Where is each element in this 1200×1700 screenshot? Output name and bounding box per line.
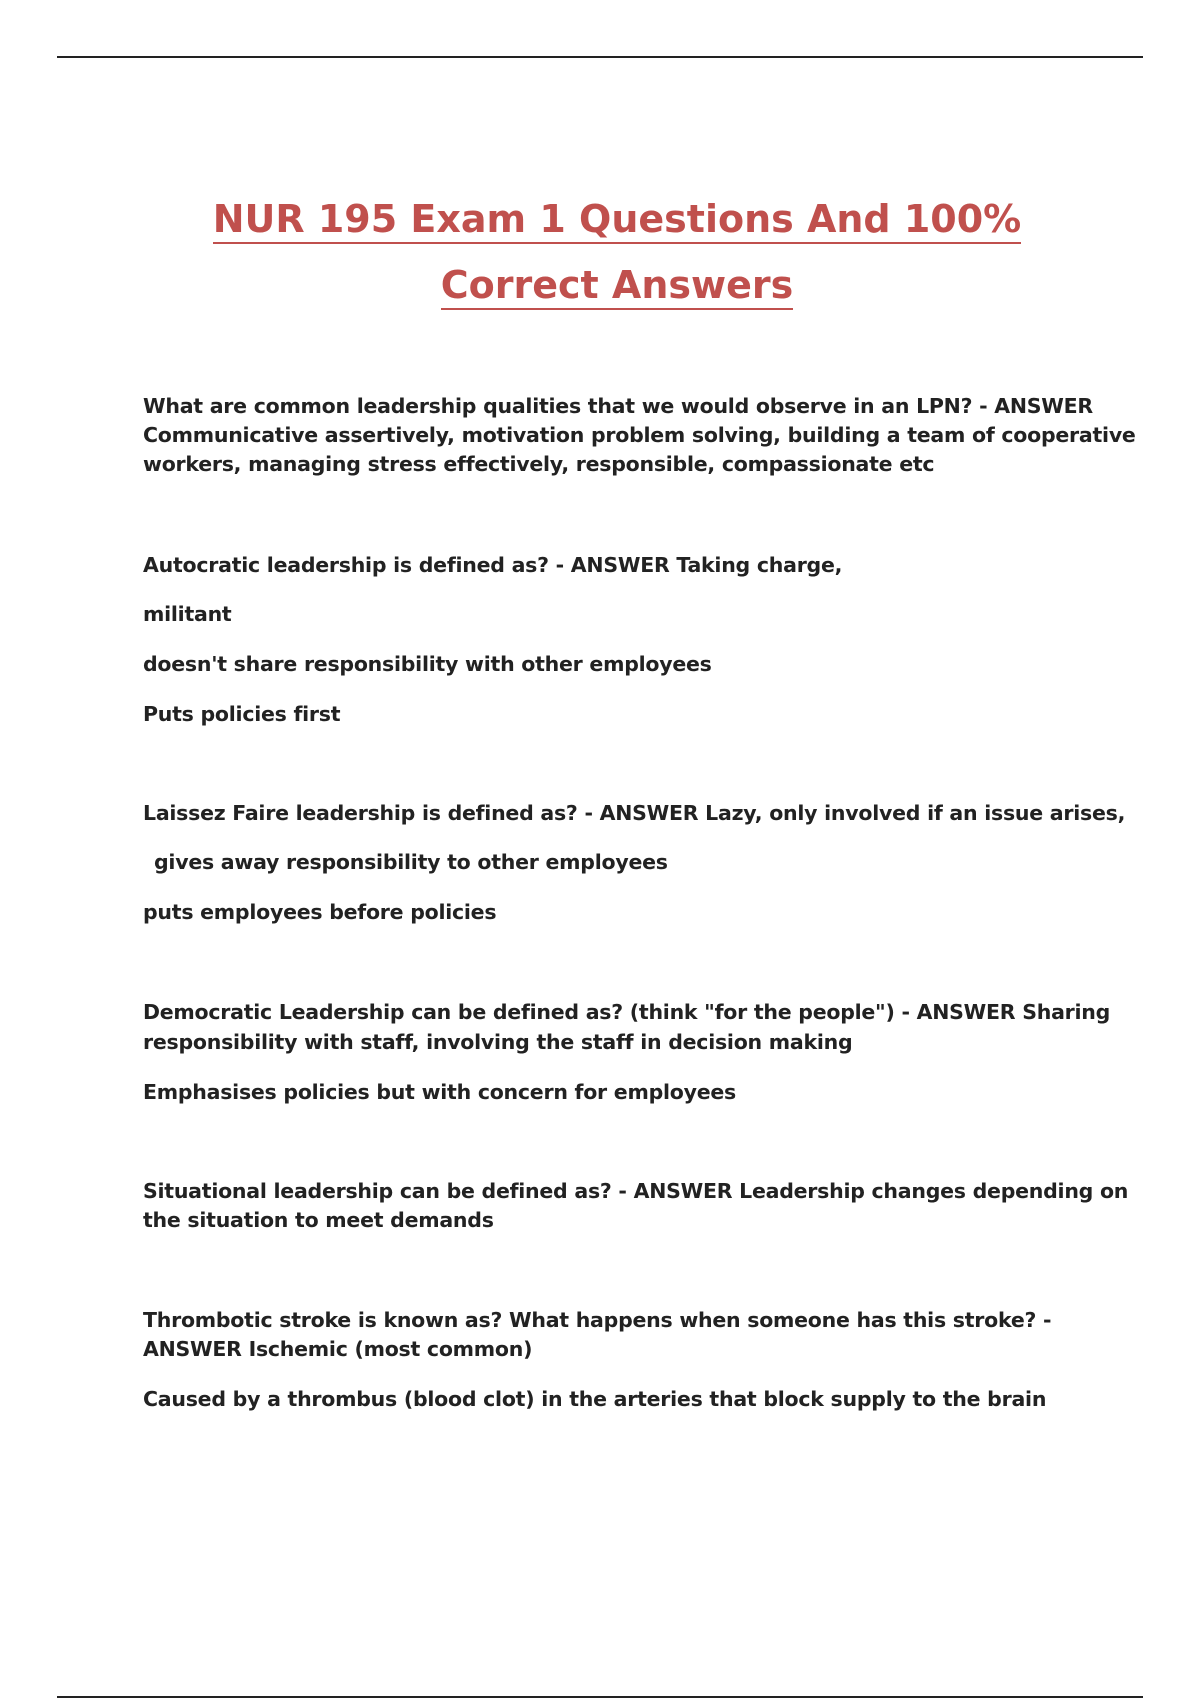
qa-1-line-2: Communicative assertively, motivation problem solving, building a team of cooperative: [143, 423, 1136, 447]
qa-1-line-1: What are common leadership qualities that we would observe in an LPN? - ANSWER: [143, 394, 1093, 418]
qa-2-line-2: militant: [143, 602, 232, 626]
qa-3-line-3: puts employees before policies: [143, 900, 497, 924]
qa-6-line-2: ANSWER Ischemic (most common): [143, 1337, 533, 1361]
qa-2-line-1: Autocratic leadership is defined as? - ANSWER Taking charge,: [143, 553, 843, 577]
qa-4-line-2: responsibility with staff, involving the staff in decision making: [143, 1030, 853, 1054]
qa-4-line-1: Democratic Leadership can be defined as? (think "for the people") - ANSWER Sharing: [143, 1000, 1111, 1024]
qa-5-line-1: Situational leadership can be defined as? - ANSWER Leadership changes depending on: [143, 1179, 1129, 1203]
qa-1-line-3: workers, managing stress effectively, responsible, compassionate etc: [143, 452, 935, 476]
qa-6-line-1: Thrombotic stroke is known as? What happens when someone has this stroke? -: [143, 1308, 1052, 1332]
header-rule: [57, 56, 1143, 58]
title-line-2: Correct Answers: [441, 262, 793, 310]
page-title: [0, 196, 1200, 310]
qa-2-line-4: Puts policies first: [143, 702, 341, 726]
footer-rule: [57, 1696, 1143, 1698]
qa-5-line-2: the situation to meet demands: [143, 1208, 494, 1232]
qa-6-line-3: Caused by a thrombus (blood clot) in the arteries that block supply to the brain: [143, 1387, 1047, 1411]
qa-4-line-3: Emphasises policies but with concern for employees: [143, 1080, 736, 1104]
qa-3-line-1: Laissez Faire leadership is defined as? - ANSWER Lazy, only involved if an issue arises,: [143, 801, 1126, 825]
title-line-1: NUR 195 Exam 1 Questions And 100%: [213, 196, 1022, 244]
qa-2-line-3: doesn't share responsibility with other employees: [143, 652, 712, 676]
qa-3-line-2: gives away responsibility to other employees: [154, 850, 668, 874]
